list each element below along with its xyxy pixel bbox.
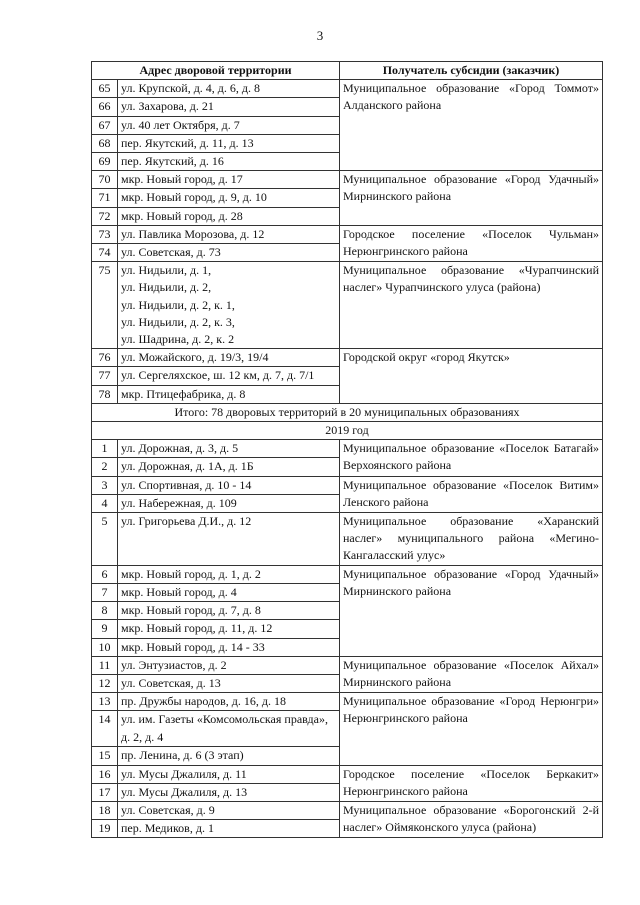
row-address: пр. Дружбы народов, д. 16, д. 18	[118, 693, 340, 711]
row-recipient: Муниципальное образование «Борогонский 2-й наслег» Оймяконского улуса (района)	[340, 801, 603, 837]
table-row	[92, 476, 603, 494]
row-address: мкр. Птицефабрика, д. 8	[118, 385, 340, 403]
row-address: мкр. Новый город, д. 7, д. 8	[118, 602, 340, 620]
row-address: ул. Дорожная, д. 3, д. 5	[118, 440, 340, 458]
total-row-text: Итого: 78 дворовых территорий в 20 муниципальных образованиях	[92, 403, 603, 421]
row-number: 66	[92, 98, 118, 116]
row-number: 10	[92, 638, 118, 656]
row-address: пер. Медиков, д. 1	[118, 820, 340, 838]
row-number: 12	[92, 674, 118, 692]
row-number: 74	[92, 244, 118, 262]
row-recipient: Муниципальное образование «Город Томмот» Алданского района	[340, 80, 603, 171]
table-row	[92, 80, 603, 98]
row-number: 13	[92, 693, 118, 711]
row-address: мкр. Новый город, д. 11, д. 12	[118, 620, 340, 638]
row-address: ул. им. Газеты «Комсомольская правда», д. 2, д. 4	[118, 711, 340, 747]
row-address: пр. Ленина, д. 6 (3 этап)	[118, 747, 340, 765]
row-address: пер. Якутский, д. 16	[118, 153, 340, 171]
table-row	[92, 656, 603, 674]
row-address: ул. Советская, д. 13	[118, 674, 340, 692]
row-address: мкр. Новый город, д. 17	[118, 171, 340, 189]
table-row	[92, 225, 603, 243]
row-address: мкр. Новый город, д. 14 - 33	[118, 638, 340, 656]
row-number: 5	[92, 513, 118, 566]
row-number: 78	[92, 385, 118, 403]
row-number: 77	[92, 367, 118, 385]
row-recipient: Муниципальное образование «Харанский наслег» муниципального района «Мегино-Кангаласский улус»	[340, 513, 603, 566]
row-address: ул. Набережная, д. 109	[118, 494, 340, 512]
total-row-text-row	[92, 403, 603, 421]
table-row	[92, 801, 603, 819]
row-number: 76	[92, 349, 118, 367]
row-number: 1	[92, 440, 118, 458]
row-number: 6	[92, 565, 118, 583]
row-address: мкр. Новый город, д. 4	[118, 583, 340, 601]
row-recipient: Муниципальное образование «Город Удачный» Мирнинского района	[340, 565, 603, 656]
row-number: 70	[92, 171, 118, 189]
row-number: 16	[92, 765, 118, 783]
row-address: ул. 40 лет Октября, д. 7	[118, 116, 340, 134]
row-address: мкр. Новый город, д. 28	[118, 207, 340, 225]
row-number: 65	[92, 80, 118, 98]
row-recipient: Городское поселение «Поселок Беркакит» Нерюнгринского района	[340, 765, 603, 801]
row-address: ул. Крупской, д. 4, д. 6, д. 8	[118, 80, 340, 98]
row-address: ул. Мусы Джалиля, д. 11	[118, 765, 340, 783]
row-address: ул. Мусы Джалиля, д. 13	[118, 783, 340, 801]
row-recipient: Муниципальное образование «Город Удачный» Мирнинского района	[340, 171, 603, 226]
row-number: 75	[92, 262, 118, 349]
row-address: пер. Якутский, д. 11, д. 13	[118, 134, 340, 152]
header-recipient: Получатель субсидии (заказчик)	[340, 62, 603, 80]
row-address: ул. Григорьева Д.И., д. 12	[118, 513, 340, 566]
row-recipient: Муниципальное образование «Поселок Витим» Ленского района	[340, 476, 603, 512]
row-number: 8	[92, 602, 118, 620]
row-recipient: Муниципальное образование «Город Нерюнгри» Нерюнгринского района	[340, 693, 603, 765]
row-number: 19	[92, 820, 118, 838]
row-number: 71	[92, 189, 118, 207]
row-recipient: Муниципальное образование «Поселок Батагай» Верхоянского района	[340, 440, 603, 476]
row-address: мкр. Новый город, д. 9, д. 10	[118, 189, 340, 207]
row-address: ул. Советская, д. 73	[118, 244, 340, 262]
row-address: ул. Энтузиастов, д. 2	[118, 656, 340, 674]
row-recipient: Городской округ «город Якутск»	[340, 349, 603, 404]
row-number: 72	[92, 207, 118, 225]
table-header-row	[92, 62, 603, 80]
row-recipient: Городское поселение «Поселок Чульман» Нерюнгринского района	[340, 225, 603, 261]
row-address: мкр. Новый город, д. 1, д. 2	[118, 565, 340, 583]
table-row	[92, 513, 603, 566]
page-number: 3	[316, 28, 324, 43]
row-number: 11	[92, 656, 118, 674]
row-recipient: Муниципальное образование «Чурапчинский наслег» Чурапчинского улуса (района)	[340, 262, 603, 349]
table-row	[92, 440, 603, 458]
row-number: 18	[92, 801, 118, 819]
row-number: 2	[92, 458, 118, 476]
row-number: 7	[92, 583, 118, 601]
row-address: ул. Захарова, д. 21	[118, 98, 340, 116]
row-number: 17	[92, 783, 118, 801]
row-address: ул. Павлика Морозова, д. 12	[118, 225, 340, 243]
table-row	[92, 349, 603, 367]
courtyard-table	[91, 61, 603, 838]
row-address: ул. Нидьили, д. 1, ул. Нидьили, д. 2, ул. Нидьили, д. 2, к. 1, ул. Нидьили, д. 2, к. 3, ул. Шадрина, д. 2, к. 2	[118, 262, 340, 349]
row-number: 73	[92, 225, 118, 243]
row-number: 68	[92, 134, 118, 152]
table-row	[92, 693, 603, 711]
row-number: 69	[92, 153, 118, 171]
row-number: 14	[92, 711, 118, 747]
table-row	[92, 262, 603, 349]
table-body	[92, 80, 603, 838]
year-row-text-row	[92, 422, 603, 440]
table-row	[92, 765, 603, 783]
row-number: 9	[92, 620, 118, 638]
row-number: 67	[92, 116, 118, 134]
header-address: Адрес дворовой территории	[92, 62, 340, 80]
row-number: 4	[92, 494, 118, 512]
year-row-text: 2019 год	[92, 422, 603, 440]
row-number: 15	[92, 747, 118, 765]
row-number: 3	[92, 476, 118, 494]
table-row	[92, 565, 603, 583]
row-recipient: Муниципальное образование «Поселок Айхал» Мирнинского района	[340, 656, 603, 692]
row-address: ул. Спортивная, д. 10 - 14	[118, 476, 340, 494]
row-address: ул. Можайского, д. 19/3, 19/4	[118, 349, 340, 367]
table-row	[92, 171, 603, 189]
row-address: ул. Сергеляхское, ш. 12 км, д. 7, д. 7/1	[118, 367, 340, 385]
row-address: ул. Дорожная, д. 1А, д. 1Б	[118, 458, 340, 476]
row-address: ул. Советская, д. 9	[118, 801, 340, 819]
